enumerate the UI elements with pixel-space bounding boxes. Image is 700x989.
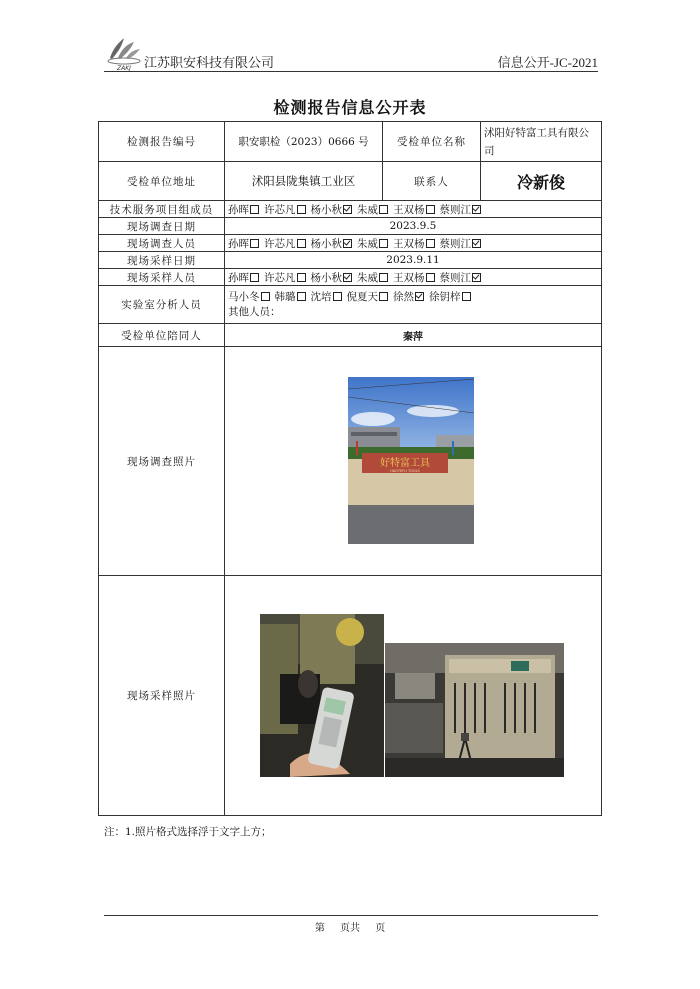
person-name: 王双杨 [393,237,425,250]
sampling-members [225,269,602,286]
row-lab [99,286,602,324]
page-header [104,30,598,72]
survey-date-label: 现场调查日期 [99,218,225,235]
person-entry [264,204,308,216]
person-name: 孙晖 [228,203,249,216]
lab-cell [225,286,602,324]
footer-rule [104,915,598,916]
survey-people-label: 现场调查人员 [99,235,225,252]
person-entry [393,272,437,284]
report-info-table [98,121,602,816]
person-name: 倪夏天 [346,290,378,303]
contact-value: 冷新俊 [481,162,602,201]
person-name: 徐钥梓 [429,290,461,303]
row-survey-people [99,235,602,252]
unchecked-box-icon [250,205,259,214]
person-name: 蔡则江 [439,203,471,216]
person-entry [393,238,437,250]
checked-box-icon [343,239,352,248]
person-name: 马小冬 [228,290,260,303]
unchecked-box-icon [297,239,306,248]
checked-box-icon [415,292,424,301]
sampling-people-label: 现场采样人员 [99,269,225,286]
unchecked-box-icon [250,273,259,282]
sampling-photo-cell [225,576,602,816]
lab-label: 实验室分析人员 [99,286,225,324]
report-no-label: 检测报告编号 [99,122,225,162]
team-members [225,201,602,218]
person-entry [275,291,308,303]
person-name: 沈培 [310,290,332,303]
sampling-date-label: 现场采样日期 [99,252,225,269]
unchecked-box-icon [379,205,388,214]
factory-gate-photo [348,377,474,544]
lab-members [228,290,598,305]
person-name: 许芯凡 [264,237,296,250]
row-address [99,162,602,201]
address-value: 沭阳县陇集镇工业区 [225,162,383,201]
person-entry [393,204,437,216]
company-name: 江苏职安科技有限公司 [144,55,275,70]
unchecked-box-icon [426,273,435,282]
unchecked-box-icon [261,292,270,301]
person-name: 韩璐 [274,290,296,303]
checked-box-icon [472,205,481,214]
unit-name-label: 受检单位名称 [383,122,481,162]
address-label: 受检单位地址 [99,162,225,201]
row-survey-photo [99,347,602,576]
person-entry [440,272,484,284]
person-name: 孙晖 [228,237,249,250]
survey-members [225,235,602,252]
survey-photo-cell [225,347,602,576]
person-name: 徐然 [393,290,414,303]
person-entry [357,272,390,284]
document-number: 信息公开-JC-2021 [497,55,598,70]
svg-text:HAOTEFU TOOLS: HAOTEFU TOOLS [390,469,420,473]
person-name: 蔡则江 [439,237,471,250]
unchecked-box-icon [379,239,388,248]
escort-value: 秦萍 [225,324,602,347]
person-entry [440,238,484,250]
person-entry [311,291,344,303]
page-title: 检测报告信息公开表 [273,98,427,117]
person-name: 孙晖 [228,271,249,284]
company-logo [104,32,144,72]
row-sampling-people [99,269,602,286]
person-entry [357,238,390,250]
person-entry [429,291,473,303]
person-entry [440,204,484,216]
person-name: 朱威 [357,203,378,216]
person-entry [264,238,308,250]
row-escort [99,324,602,347]
row-sampling-date [99,252,602,269]
unchecked-box-icon [333,292,342,301]
unchecked-box-icon [297,292,306,301]
footer-of: 页共 [340,923,360,934]
person-entry [311,238,355,250]
report-no-value: 职安职检（2023）0666 号 [225,122,383,162]
unit-name-value: 沭阳好特富工具有限公司 [481,122,602,162]
unchecked-box-icon [297,205,306,214]
person-entry [228,204,261,216]
row-report-no [99,122,602,162]
checked-box-icon [472,273,481,282]
svg-text:ZAKJ: ZAKJ [117,65,131,72]
unchecked-box-icon [426,239,435,248]
person-name: 杨小秋 [310,271,342,284]
escort-label: 受检单位陪同人 [99,324,225,347]
footer-page: 第 [314,923,325,934]
checked-box-icon [472,239,481,248]
person-name: 朱威 [357,271,378,284]
person-entry [311,272,355,284]
row-survey-date [99,218,602,235]
row-sampling-photo [99,576,602,816]
unchecked-box-icon [462,292,471,301]
person-entry [264,272,308,284]
person-name: 许芯凡 [264,271,296,284]
lab-others: 其他人员： [228,305,281,318]
survey-photo-label: 现场调查照片 [99,347,225,576]
noise-meter-photo [260,614,384,777]
person-name: 王双杨 [393,271,425,284]
person-entry [357,204,390,216]
machine-photo [385,643,564,777]
person-name: 蔡则江 [439,271,471,284]
unchecked-box-icon [426,205,435,214]
sampling-date-value: 2023.9.11 [225,252,602,269]
svg-text:好特富工具: 好特富工具 [380,458,430,469]
footnote: 注：1.照片格式选择浮于文字上方； [104,826,272,838]
person-entry [347,291,391,303]
contact-label: 联系人 [383,162,481,201]
unchecked-box-icon [250,239,259,248]
survey-date-value: 2023.9.5 [225,218,602,235]
checked-box-icon [343,205,352,214]
person-name: 杨小秋 [310,203,342,216]
person-entry [228,272,261,284]
footer-end: 页 [375,923,386,934]
person-entry [393,291,426,303]
row-team [99,201,602,218]
unchecked-box-icon [379,273,388,282]
checked-box-icon [343,273,352,282]
sampling-photo-label: 现场采样照片 [99,576,225,816]
unchecked-box-icon [379,292,388,301]
page-footer [0,919,700,934]
person-entry [228,238,261,250]
person-name: 朱威 [357,237,378,250]
person-name: 杨小秋 [310,237,342,250]
header-rule [104,71,598,72]
person-entry [228,291,272,303]
team-label: 技术服务项目组成员 [99,201,225,218]
unchecked-box-icon [297,273,306,282]
person-name: 王双杨 [393,203,425,216]
person-name: 许芯凡 [264,203,296,216]
person-entry [311,204,355,216]
